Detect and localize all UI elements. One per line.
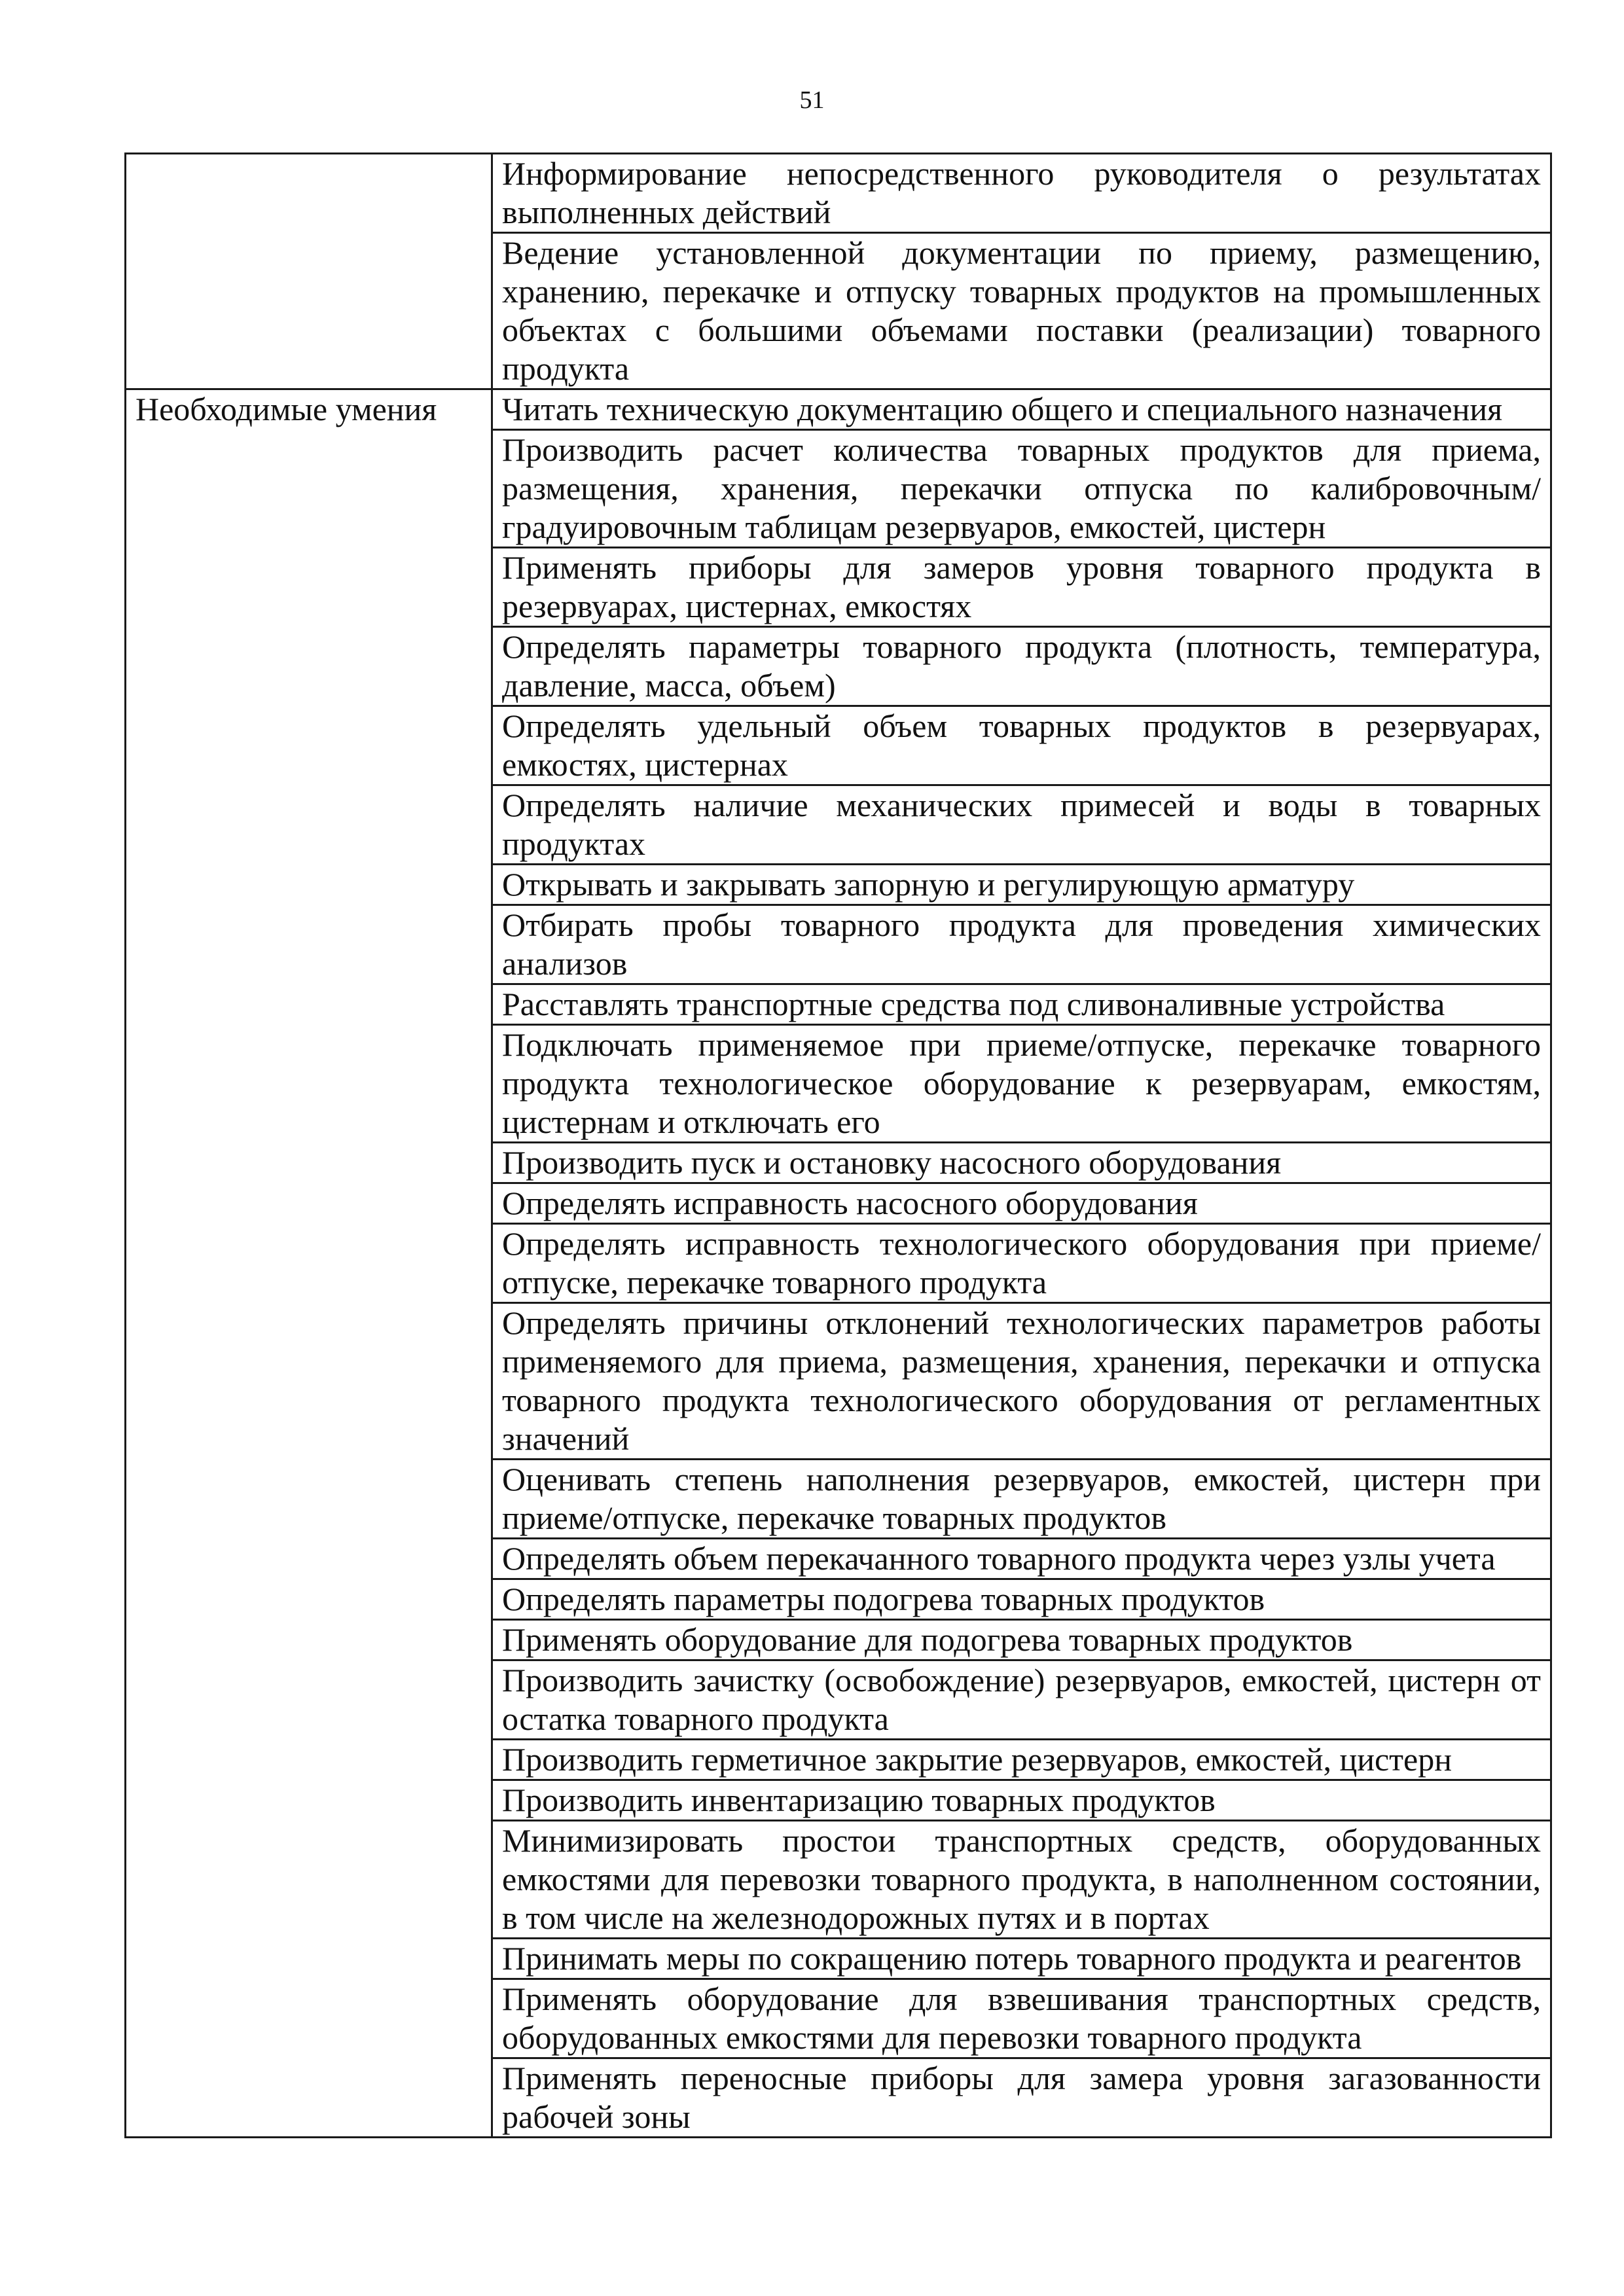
table-cell: Определять исправность насосного оборудования [492,1183,1551,1224]
table-cell: Применять оборудование для взвешивания транспортных средств, оборудованных емкостями для перевозки товарного продукта [492,1979,1551,2058]
table-cell: Определять наличие механических примесей и воды в товарных продуктах [492,785,1551,865]
table-cell: Применять приборы для замеров уровня товарного продукта в резервуарах, цистернах, емкостях [492,548,1551,627]
table-cell: Применять переносные приборы для замера уровня загазованности рабочей зоны [492,2058,1551,2138]
table-cell: Ведение установленной документации по приему, размещению, хранению, перекачке и отпуску товарных продуктов на промышленных объектах с большими объемами поставки (реализации) товарного продукта [492,233,1551,389]
table-row [126,389,1551,430]
table-cell: Определять причины отклонений технологических параметров работы применяемого для приема, размещения, хранения, перекачки и отпуска товарного продукта технологического оборудования от регламентных значений [492,1303,1551,1460]
table-cell: Принимать меры по сокращению потерь товарного продукта и реагентов [492,1939,1551,1979]
table-cell: Определять исправность технологического оборудования при приеме/отпуске, перекачке товарного продукта [492,1224,1551,1303]
table-cell: Информирование непосредственного руководителя о результатах выполненных действий [492,154,1551,233]
skills-label: Необходимые умения [126,389,492,2138]
table-cell: Открывать и закрывать запорную и регулирующую арматуру [492,865,1551,905]
empty-label-cell [126,154,492,389]
table-cell: Оценивать степень наполнения резервуаров, емкостей, цистерн при приеме/отпуске, перекачке товарных продуктов [492,1460,1551,1539]
table-cell: Определять удельный объем товарных продуктов в резервуарах, емкостях, цистернах [492,706,1551,785]
table-row [126,154,1551,233]
table-cell: Определять объем перекачанного товарного продукта через узлы учета [492,1539,1551,1579]
table-cell: Минимизировать простои транспортных средств, оборудованных емкостями для перевозки товарного продукта, в наполненном состоянии, в том числе на железнодорожных путях и в портах [492,1821,1551,1939]
table-cell: Применять оборудование для подогрева товарных продуктов [492,1620,1551,1660]
table-cell: Производить пуск и остановку насосного оборудования [492,1143,1551,1183]
table-body [126,154,1551,2138]
table-cell: Определять параметры товарного продукта (плотность, температура, давление, масса, объем) [492,627,1551,706]
table-cell: Отбирать пробы товарного продукта для проведения химических анализов [492,905,1551,984]
table-cell: Подключать применяемое при приеме/отпуске, перекачке товарного продукта технологическое оборудование к резервуарам, емкостям, цистернам и отключать его [492,1025,1551,1143]
page-number: 51 [799,86,825,114]
table-cell: Расставлять транспортные средства под сливоналивные устройства [492,984,1551,1025]
table-cell: Определять параметры подогрева товарных продуктов [492,1579,1551,1620]
table-cell: Производить зачистку (освобождение) резервуаров, емкостей, цистерн от остатка товарного продукта [492,1660,1551,1740]
table-cell: Производить герметичное закрытие резервуаров, емкостей, цистерн [492,1740,1551,1780]
requirements-table [124,152,1552,2138]
table-cell: Производить инвентаризацию товарных продуктов [492,1780,1551,1821]
table-cell: Читать техническую документацию общего и специального назначения [492,389,1551,430]
table-cell: Производить расчет количества товарных продуктов для приема, размещения, хранения, перекачки отпуска по калибровочным/градуировочным таблицам резервуаров, емкостей, цистерн [492,430,1551,548]
